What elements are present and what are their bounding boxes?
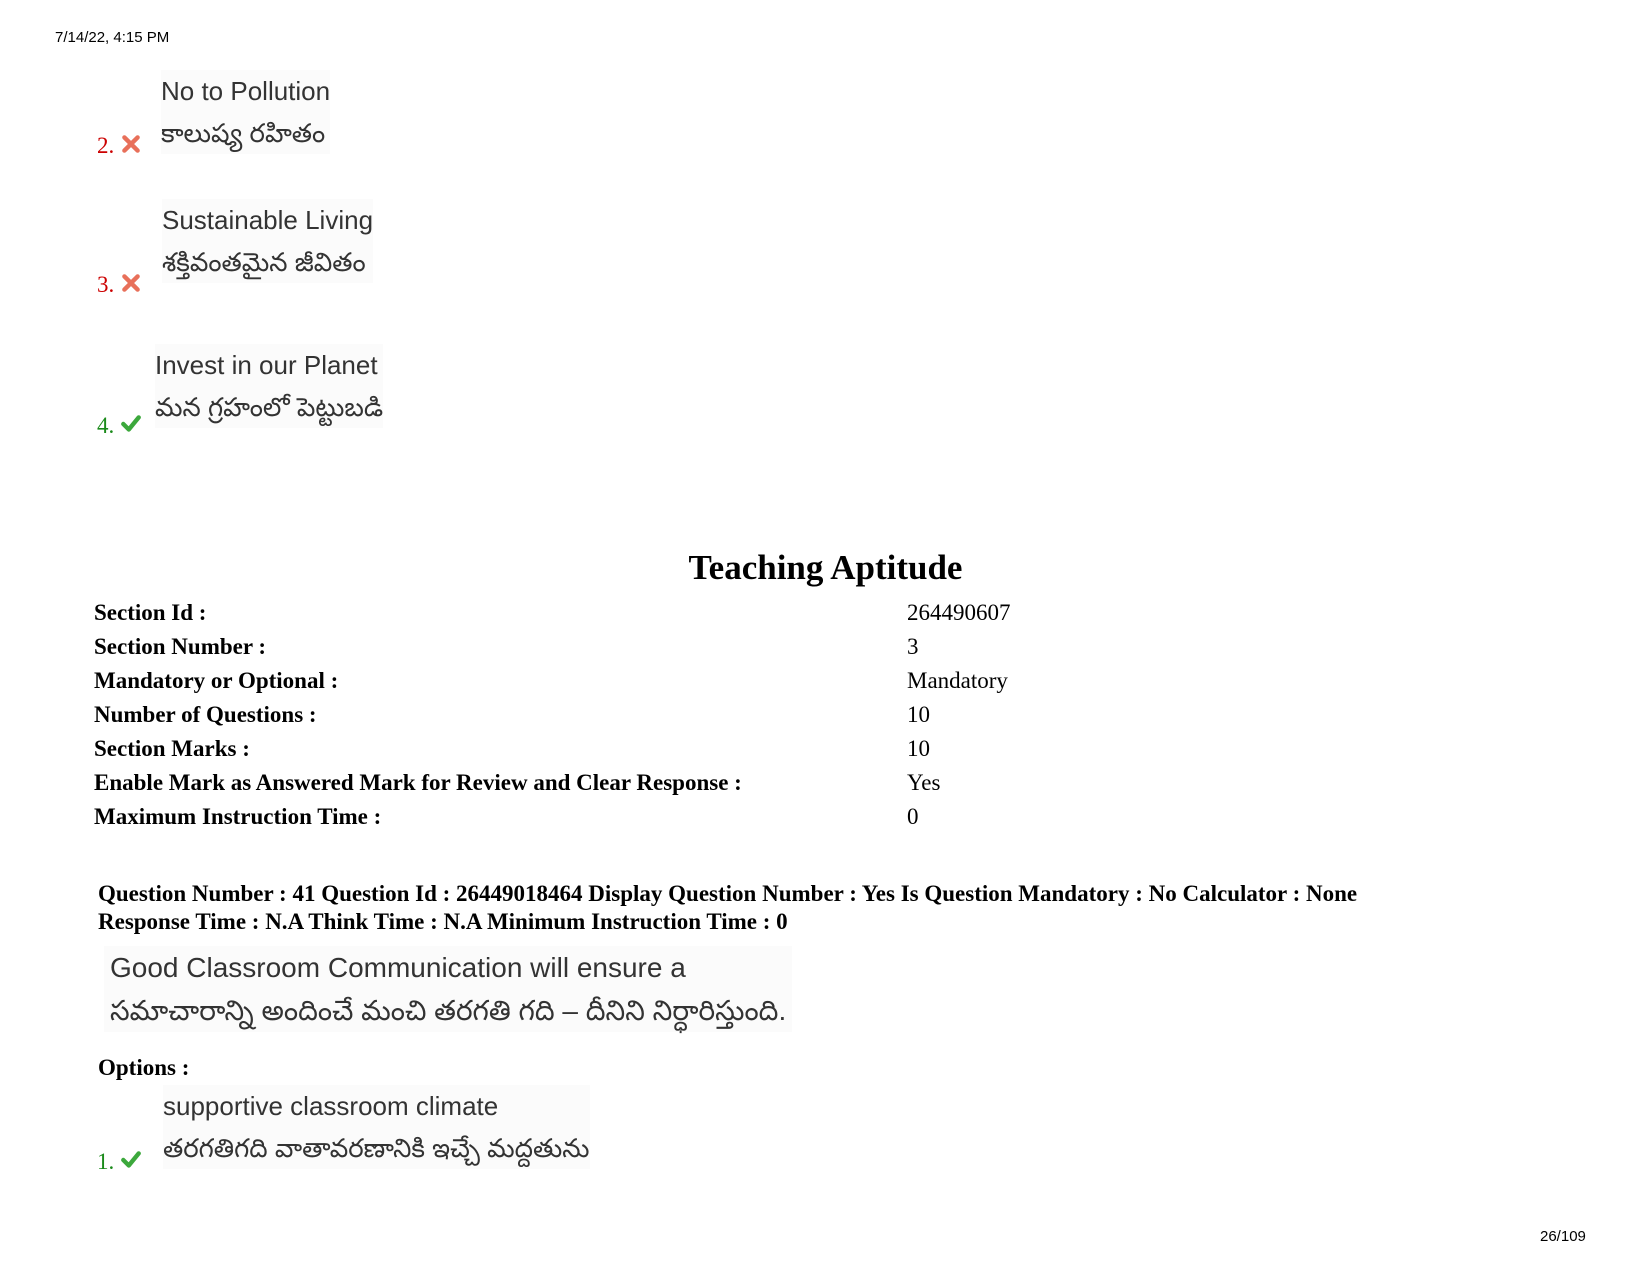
option-text-en: Sustainable Living bbox=[162, 205, 374, 235]
option-number: 3. bbox=[97, 272, 142, 298]
option-text-te: తరగతిగది వాతావరణానికి ఇచ్చే మద్దతును bbox=[163, 1133, 590, 1163]
section-number-label: Section Number : bbox=[94, 634, 267, 659]
enable-mark-value: Yes bbox=[907, 770, 941, 795]
option-text-te: మన గ్రహంలో పెట్టుబడి bbox=[155, 392, 384, 422]
option-text-en: supportive classroom climate bbox=[163, 1091, 499, 1121]
option-number: 4. bbox=[97, 413, 142, 439]
option-text-en: Invest in our Planet bbox=[155, 350, 378, 380]
option-number: 1. bbox=[97, 1149, 142, 1175]
question-count-value: 10 bbox=[907, 702, 930, 727]
cross-icon bbox=[120, 133, 142, 155]
option-number: 2. bbox=[97, 133, 142, 159]
option-text-te: శక్తివంతమైన జీవితం bbox=[162, 247, 366, 277]
section-number-value: 3 bbox=[907, 634, 919, 659]
mandatory-value: Mandatory bbox=[907, 668, 1008, 693]
section-id-value: 264490607 bbox=[907, 600, 1011, 625]
option-image bbox=[163, 1085, 590, 1169]
print-timestamp: 7/14/22, 4:15 PM bbox=[55, 29, 170, 46]
instruction-time-value: 0 bbox=[907, 804, 919, 829]
enable-mark-label: Enable Mark as Answered Mark for Review and Clear Response : bbox=[94, 770, 742, 795]
section-marks-label: Section Marks : bbox=[94, 736, 250, 761]
option-text-en: No to Pollution bbox=[161, 76, 331, 106]
question-text-en: Good Classroom Communication will ensure a bbox=[110, 952, 686, 983]
question-image bbox=[104, 946, 792, 1032]
section-id-label: Section Id : bbox=[94, 600, 207, 625]
mandatory-label: Mandatory or Optional : bbox=[94, 668, 339, 693]
question-text-te: సమాచారాన్ని అందించే మంచి తరగతి గది – దీనిని నిర్ధారిస్తుంది. bbox=[110, 995, 787, 1026]
question-header-line: Question Number : 41 Question Id : 26449018464 Display Question Number : Yes Is Question Mandatory : No Calculator : None bbox=[98, 881, 1358, 906]
option-text-te: కాలుష్య రహితం bbox=[161, 118, 326, 148]
checkmark-icon bbox=[120, 1149, 142, 1171]
question-count-label: Number of Questions : bbox=[94, 702, 317, 727]
checkmark-icon bbox=[120, 413, 142, 435]
option-image bbox=[161, 70, 330, 154]
page-number: 26/109 bbox=[1540, 1228, 1586, 1245]
section-title: Teaching Aptitude bbox=[688, 548, 963, 587]
section-marks-value: 10 bbox=[907, 736, 930, 761]
option-image bbox=[162, 199, 373, 283]
instruction-time-label: Maximum Instruction Time : bbox=[94, 804, 382, 829]
question-header-line: Response Time : N.A Think Time : N.A Minimum Instruction Time : 0 bbox=[98, 909, 788, 934]
options-label: Options : bbox=[98, 1055, 190, 1080]
question-header bbox=[98, 880, 1357, 936]
option-image bbox=[155, 344, 383, 428]
cross-icon bbox=[120, 272, 142, 294]
